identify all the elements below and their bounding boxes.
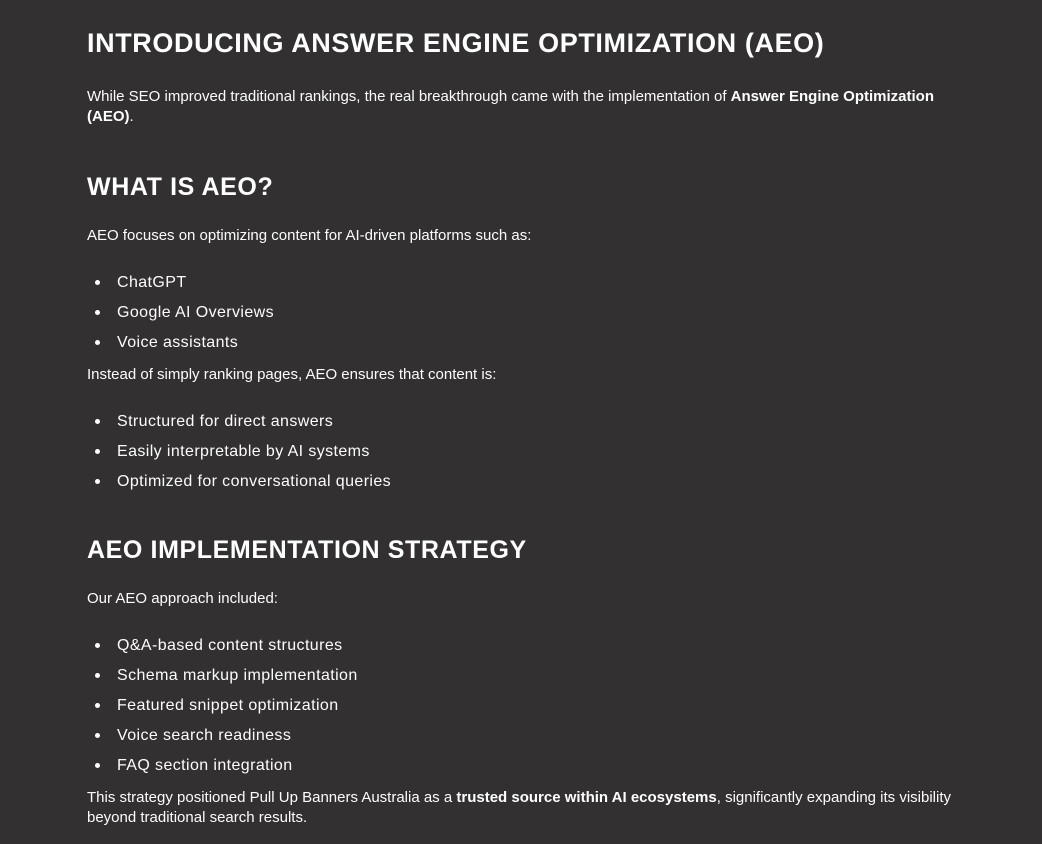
paragraph-ai-platforms: AEO focuses on optimizing content for AI-driven platforms such as: xyxy=(87,227,532,244)
list-item: Schema markup implementation xyxy=(95,667,968,684)
section-heading-aeo-implementation-strategy: AEO IMPLEMENTATION STRATEGY xyxy=(87,536,527,564)
section-aeo-implementation-strategy xyxy=(87,538,968,774)
list-item: Q&A-based content structures xyxy=(95,637,968,654)
paragraph-content-goals: Instead of simply ranking pages, AEO ensures that content is: xyxy=(87,366,497,383)
list-item: Easily interpretable by AI systems xyxy=(95,443,968,460)
bullet-list-ai-platforms xyxy=(87,274,968,351)
page-title: INTRODUCING ANSWER ENGINE OPTIMIZATION (AEO) xyxy=(87,28,825,58)
intro-text-bold: Answer Engine Optimization (AEO) xyxy=(87,88,935,125)
list-item: Voice search readiness xyxy=(95,727,968,744)
list-item: Google AI Overviews xyxy=(95,304,968,321)
closing-text-pre: This strategy positioned Pull Up Banners Australia as a xyxy=(87,789,457,806)
intro-text-post: . xyxy=(129,108,134,125)
bullet-list-content-goals xyxy=(87,413,968,490)
closing-text-post: , significantly expanding its visibility beyond traditional search results. xyxy=(87,789,952,826)
closing-text-bold: trusted source within AI ecosystems xyxy=(456,789,717,806)
list-item: Optimized for conversational queries xyxy=(95,473,968,490)
section-heading-what-is-aeo: WHAT IS AEO? xyxy=(87,173,274,201)
intro-text-pre: While SEO improved traditional rankings, the real breakthrough came with the implementation of xyxy=(87,88,731,105)
intro-paragraph xyxy=(87,87,968,127)
list-item: Voice assistants xyxy=(95,334,968,351)
bullet-list-aeo-approach xyxy=(87,637,968,774)
list-item: Structured for direct answers xyxy=(95,413,968,430)
list-item: FAQ section integration xyxy=(95,757,968,774)
list-item: ChatGPT xyxy=(95,274,968,291)
paragraph-aeo-approach: Our AEO approach included: xyxy=(87,590,278,607)
list-item: Featured snippet optimization xyxy=(95,697,968,714)
section-what-is-aeo xyxy=(87,175,968,490)
closing-paragraph xyxy=(87,788,968,828)
